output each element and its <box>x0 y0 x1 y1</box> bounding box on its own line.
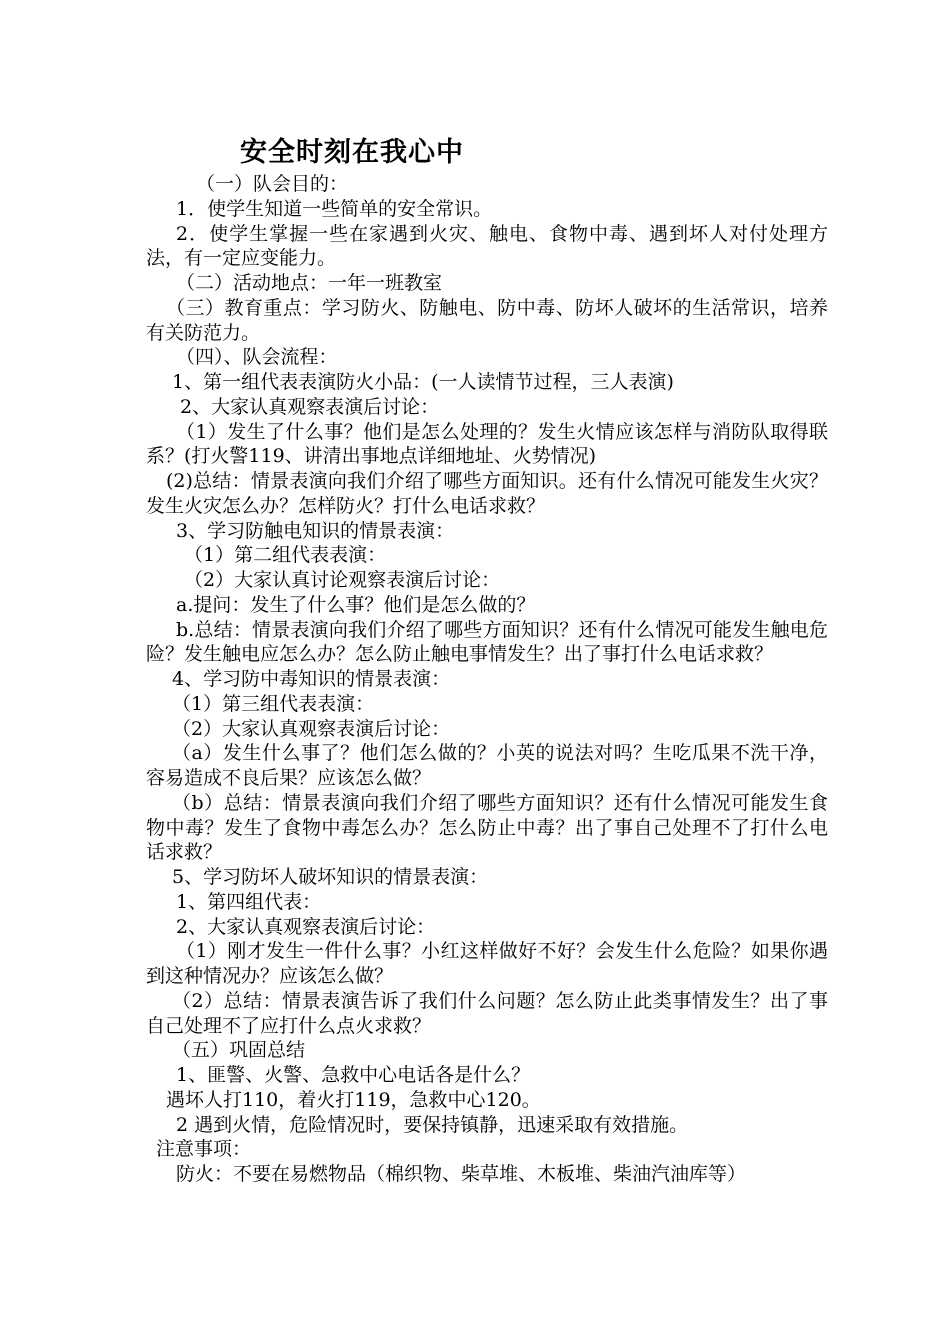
document-paragraph: （五）巩固总结 <box>172 1039 306 1062</box>
document-paragraph: 注意事项： <box>156 1138 252 1161</box>
document-paragraph: (2)总结：情景表演向我们介绍了哪些方面知识。还有什么情况可能发生火灾？发生火灾怎么办？怎样防火？打什么电话求救？ <box>146 470 828 517</box>
document-paragraph: （1）发生了什么事？他们是怎么处理的？发生火情应该怎样与消防队取得联系？(打火警119、讲清出事地点详细地址、火势情况) <box>146 420 828 468</box>
document-paragraph: 1．使学生知道一些简单的安全常识。 <box>176 197 493 220</box>
document-paragraph: （一）队会目的： <box>196 173 349 195</box>
document-paragraph: （二）活动地点：一年一班教室 <box>176 272 443 294</box>
document-paragraph: （1）第二组代表表演： <box>184 544 387 567</box>
document-paragraph: 1、匪警、火警、急救中心电话各是什么？ <box>176 1064 531 1086</box>
document-paragraph: a.提问：发生了什么事？他们是怎么做的？ <box>176 593 536 616</box>
document-paragraph: 2、大家认真观察表演后讨论： <box>180 395 440 418</box>
document-paragraph: 遇坏人打110，着火打119，急救中心120。 <box>166 1088 541 1111</box>
document-paragraph: 2．使学生掌握一些在家遇到火灾、触电、食物中毒、遇到坏人对付处理方法，有一定应变能力。 <box>146 222 828 270</box>
document-paragraph: （2）大家认真观察表演后讨论： <box>172 717 451 740</box>
document-paragraph: （四）、队会流程： <box>176 346 338 369</box>
document-paragraph: 防火：不要在易燃物品（棉织物、柴草堆、木板堆、柴油汽油库等） <box>176 1163 747 1185</box>
document-paragraph: 3、学习防触电知识的情景表演： <box>176 519 455 542</box>
document-paragraph: 1、第四组代表： <box>176 890 322 913</box>
document-paragraph: （1）第三组代表表演： <box>172 692 375 715</box>
document-paragraph: （2）大家认真讨论观察表演后讨论： <box>184 569 501 591</box>
document-paragraph: 4、学习防中毒知识的情景表演： <box>172 668 451 690</box>
document-paragraph: 1、第一组代表表演防火小品：(一人读情节过程，三人表演) <box>172 371 674 393</box>
document-paragraph: （三）教育重点：学习防火、防触电、防中毒、防坏人破坏的生活常识，培养有关防范力。 <box>146 296 828 344</box>
document-title: 安全时刻在我心中 <box>240 137 464 168</box>
document-paragraph: 2、大家认真观察表演后讨论： <box>176 915 436 938</box>
document-paragraph: 2 遇到火情，危险情况时，要保持镇静，迅速采取有效措施。 <box>176 1113 689 1136</box>
document-paragraph: b.总结：情景表演向我们介绍了哪些方面知识？还有什么情况可能发生触电危险？发生触电应怎么办？怎么防止触电事情发生？出了事打什么电话求救？ <box>146 618 828 666</box>
document-paragraph: （2）总结：情景表演告诉了我们什么问题？怎么防止此类事情发生？出了事自己处理不了应打什么点火求救？ <box>146 989 828 1037</box>
document-body <box>146 172 828 1187</box>
document-paragraph: 5、学习防坏人破坏知识的情景表演： <box>172 866 489 888</box>
document-paragraph: （b）总结：情景表演向我们介绍了哪些方面知识？还有什么情况可能发生食物中毒？发生了食物中毒怎么办？怎么防止中毒？出了事自己处理不了打什么电话求救？ <box>146 791 828 864</box>
document-paragraph: （a）发生什么事了？他们怎么做的？小英的说法对吗？生吃瓜果不洗干净，容易造成不良后果？应该怎么做？ <box>146 742 828 789</box>
document-paragraph: （1）刚才发生一件什么事？小红这样做好不好？会发生什么危险？如果你遇到这种情况办？应该怎么做？ <box>146 940 828 987</box>
